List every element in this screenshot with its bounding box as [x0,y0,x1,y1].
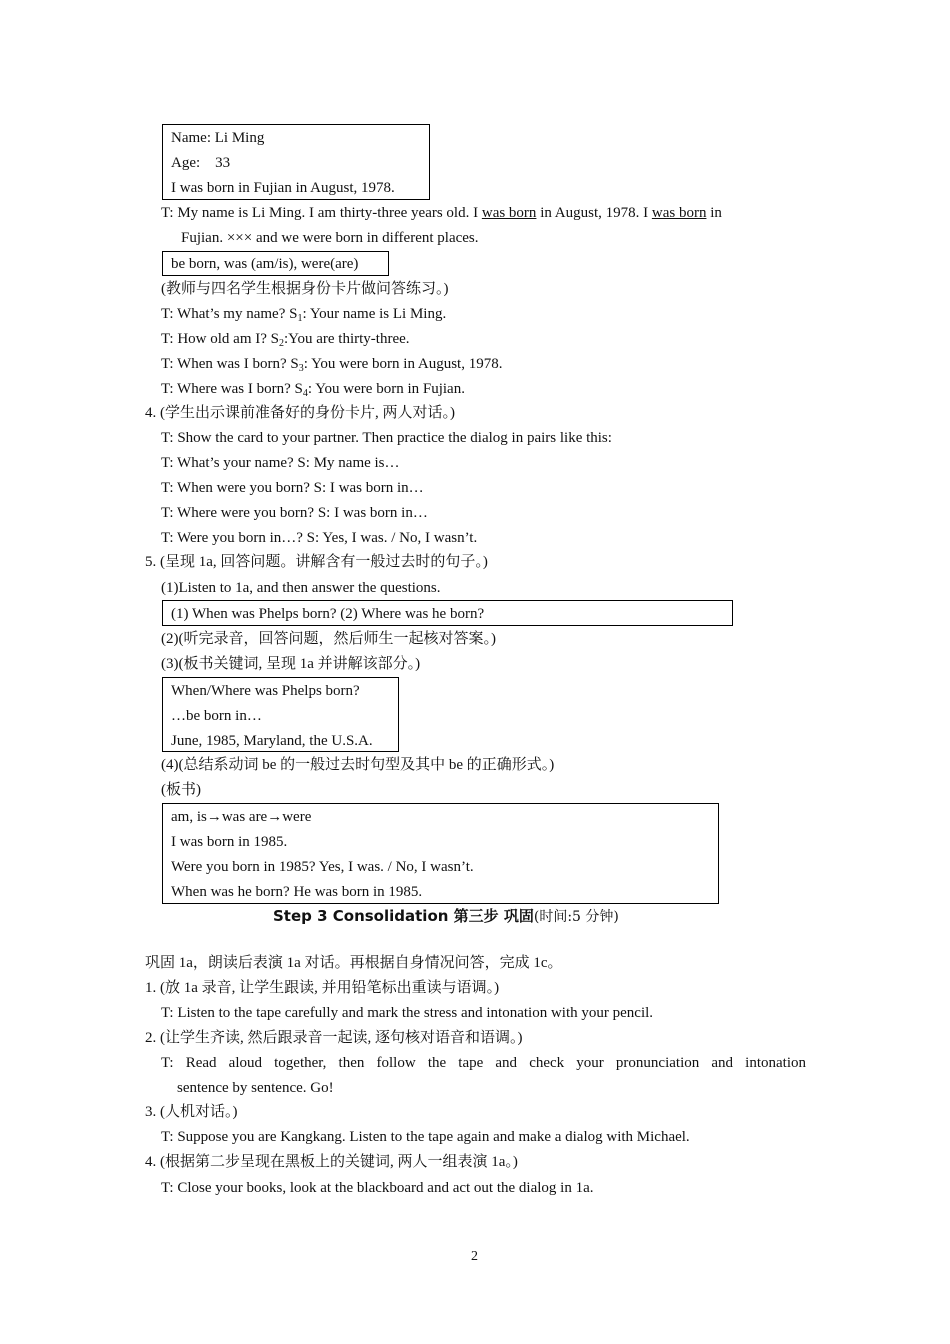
step5-line-4: (4)(总结系动词 be 的一般过去时句型及其中 be 的正确形式。) [161,757,555,773]
card-age [171,154,230,172]
step5-heading: 5. (呈现 1a, 回答问题。讲解含有一般过去时的句子。) [145,554,488,570]
questions-box [162,600,733,626]
qa-l1-sub: 1 [297,313,303,324]
step4-line-3: T: When were you born? S: I was born in… [161,480,424,496]
qa-l3-t: T: When was I born? S [161,356,299,372]
qa-l1-a: : Your name is Li Ming. [302,306,447,322]
qa-l4-sub: 4 [302,388,308,399]
card-age-label: Age: [171,155,201,171]
qa-line-1 [161,305,446,323]
step5-line-1: (1)Listen to 1a, and then answer the questions. [161,580,441,596]
intro-underline-2: was born [651,205,707,221]
keywords-box [162,677,399,752]
intro-line-2: Fujian. ××× and we were born in different places. [181,230,479,246]
qa-l2-sub: 2 [279,338,284,349]
step3-item-4-heading: 4. (根据第二步呈现在黑板上的关键词, 两人一组表演 1a。) [145,1154,518,1170]
intro-underline-1: was born [481,205,537,221]
intro-line-1 [161,204,722,222]
qa-note: (教师与四名学生根据身份卡片做问答练习。) [161,281,449,297]
page-number: 2 [471,1249,478,1264]
step3-item-2-text-1: T: Read aloud together, then follow the tape and check your pronunciation and intonation [161,1055,806,1071]
qa-l1-t: T: What’s my name? S [161,306,298,322]
step5-line-5: (板书) [161,782,201,798]
card-age-value: 33 [215,155,231,171]
be-born-text: be born, was (am/is), were(are) [171,256,359,272]
step5-line-3: (3)(板书关键词, 呈现 1a 并讲解该部分。) [161,656,421,672]
intro-text-c: in [706,205,722,221]
keyword-1: When/Where was Phelps born? [171,683,360,699]
blackboard-line-2: I was born in 1985. [171,834,288,850]
qa-l4-t: T: Where was I born? S [161,381,303,397]
step3-item-1-text: T: Listen to the tape carefully and mark the stress and intonation with your pencil. [161,1005,654,1021]
step3-item-1-heading: 1. (放 1a 录音, 让学生跟读, 并用铅笔标出重读与语调。) [145,980,500,996]
step4-line-2: T: What’s your name? S: My name is… [161,455,400,471]
step3-item-4-text: T: Close your books, look at the blackboard and act out the dialog in 1a. [161,1180,594,1196]
qa-line-2 [161,330,410,348]
id-card-box [162,124,430,200]
step3-title: Step 3 Consolidation 第三步 巩固 [273,907,534,925]
step3-item-2-heading: 2. (让学生齐读, 然后跟录音一起读, 逐句核对语音和语调。) [145,1030,523,1046]
step3-heading [273,907,619,926]
keyword-2: …be born in… [171,708,262,724]
step3-time: (时间:5 分钟) [533,909,619,925]
step4-heading: 4. (学生出示课前准备好的身份卡片, 两人对话。) [145,405,455,421]
step3-intro: 巩固 1a，朗读后表演 1a 对话。再根据自身情况问答，完成 1c。 [145,955,563,971]
card-born: I was born in Fujian in August, 1978. [171,180,395,196]
questions-text: (1) When was Phelps born? (2) Where was he born? [171,606,485,622]
blackboard-box [162,803,719,904]
intro-text-b: in August, 1978. I [536,205,652,221]
blackboard-line-1: am, is→was are→were [171,809,312,825]
step3-item-3-text: T: Suppose you are Kangkang. Listen to the tape again and make a dialog with Michael. [161,1129,690,1145]
be-born-box [162,251,389,276]
card-name: Name: Li Ming [171,130,265,146]
qa-l4-a: : You were born in Fujian. [307,381,465,397]
qa-l2-t: T: How old am I? S [161,331,279,347]
blackboard-line-3: Were you born in 1985? Yes, I was. / No, I wasn’t. [171,859,474,875]
qa-line-4 [161,380,465,398]
qa-l2-a: :You are thirty-three. [284,331,410,347]
keyword-3: June, 1985, Maryland, the U.S.A. [171,733,373,749]
qa-l3-sub: 3 [298,363,304,374]
step4-line-5: T: Were you born in…? S: Yes, I was. / No, I wasn’t. [161,530,478,546]
step4-line-4: T: Where were you born? S: I was born in… [161,505,428,521]
qa-line-3 [161,355,502,373]
qa-l3-a: : You were born in August, 1978. [303,356,503,372]
step3-item-2-text-2: sentence by sentence. Go! [177,1080,334,1096]
step5-line-2: (2)(听完录音，回答问题，然后师生一起核对答案。) [161,631,496,647]
blackboard-line-4: When was he born? He was born in 1985. [171,884,423,900]
step3-item-3-heading: 3. (人机对话。) [145,1104,238,1120]
intro-text-a: T: My name is Li Ming. I am thirty-three years old. I [161,205,482,221]
step4-line-1: T: Show the card to your partner. Then practice the dialog in pairs like this: [161,430,612,446]
